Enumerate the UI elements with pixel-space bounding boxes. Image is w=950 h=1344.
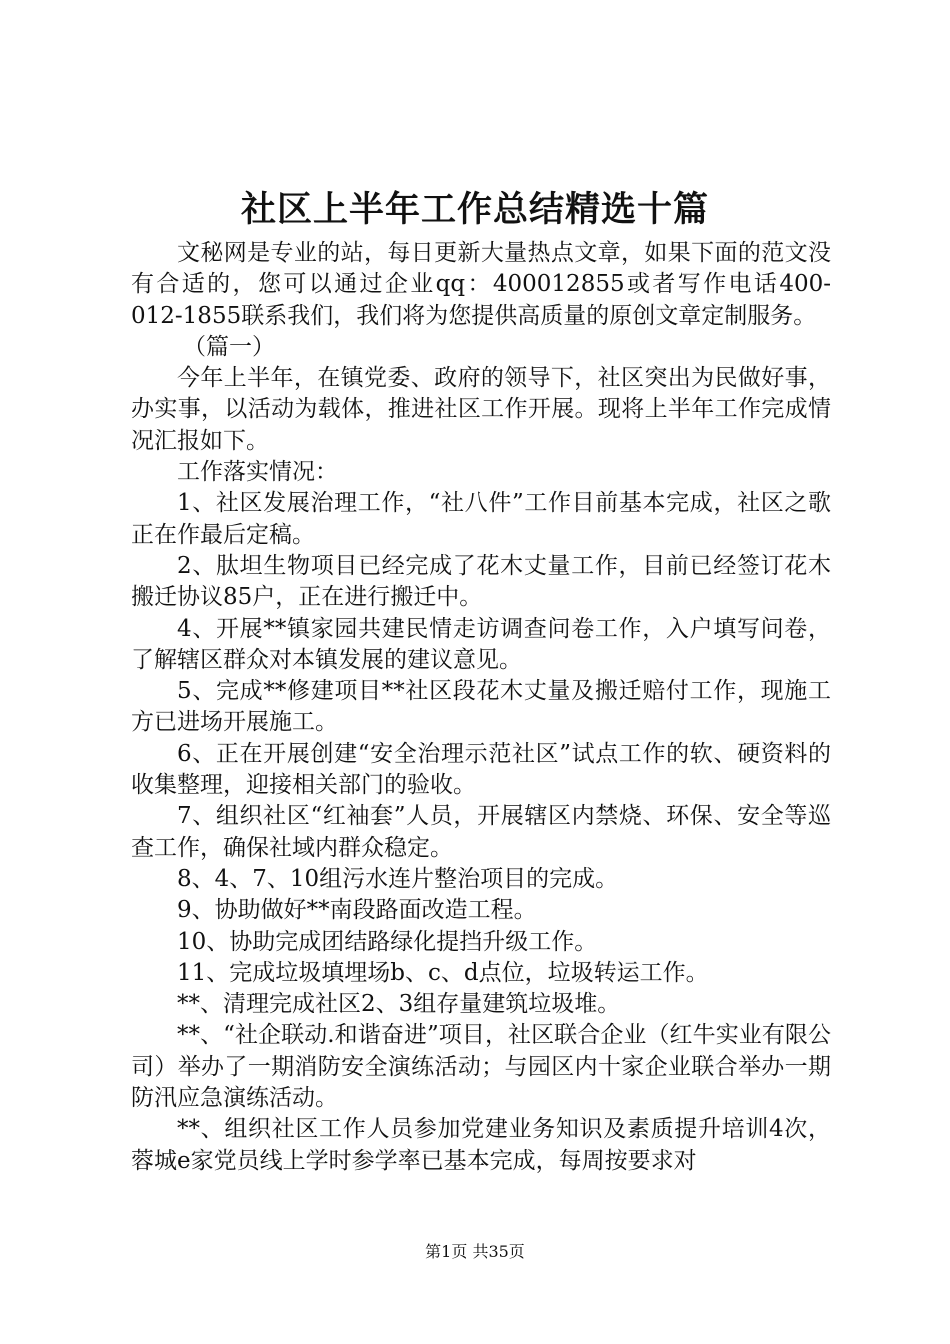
body-paragraph: 7、组织社区“红袖套”人员，开展辖区内禁烧、环保、安全等巡查工作，确保社域内群众稳定。 [131,803,831,861]
body-paragraph: 2、肽坦生物项目已经完成了花木丈量工作，目前已经签订花木搬迁协议85户，正在进行搬迁中。 [131,552,831,611]
section-label: （篇一） [183,333,275,360]
body-paragraph: 11、完成垃圾填埋场b、c、d点位，垃圾转运工作。 [177,959,709,986]
body-paragraph: **、“社企联动.和谐奋进”项目，社区联合企业（红牛实业有限公司）举办了一期消防安全演练活动；与园区内十家企业联合举办一期防汛应急演练活动。 [131,1022,831,1112]
body-paragraph: 工作落实情况： [177,459,338,486]
page-footer: 第1页 共35页 [425,1242,525,1261]
body-paragraph: 6、正在开展创建“安全治理示范社区”试点工作的软、硬资料的收集整理，迎接相关部门的验收。 [131,740,831,799]
intro-paragraph: 文秘网是专业的站，每日更新大量热点文章，如果下面的范文没有合适的，您可以通过企业qq：400012855或者写作电话400-012-1855联系我们，我们将为您提供高质量的原创文章定制服务。 [131,240,831,329]
body-paragraph: 10、协助完成团结路绿化提挡升级工作。 [177,928,598,955]
document-title: 社区上半年工作总结精选十篇 [240,189,709,230]
body-paragraph: **、组织社区工作人员参加党建业务知识及素质提升培训4次，蓉城e家党员线上学时参学率已基本完成，每周按要求对 [131,1116,831,1174]
body-paragraph: 9、协助做好**南段路面改造工程。 [177,897,537,924]
body-paragraph: 今年上半年，在镇党委、政府的领导下，社区突出为民做好事，办实事，以活动为载体，推进社区工作开展。现将上半年工作完成情况汇报如下。 [131,365,831,454]
body-paragraph: 5、完成**修建项目**社区段花木丈量及搬迁赔付工作，现施工方已进场开展施工。 [131,678,831,736]
body-paragraph: **、清理完成社区2、3组存量建筑垃圾堆。 [177,991,621,1018]
document-body [131,238,831,1177]
body-paragraph: 1、社区发展治理工作，“社八件”工作目前基本完成，社区之歌正在作最后定稿。 [131,490,831,548]
body-paragraph: 8、4、7、10组污水连片整治项目的完成。 [177,865,619,892]
body-paragraph: 4、开展**镇家园共建民情走访调查问卷工作，入户填写问卷，了解辖区群众对本镇发展的建议意见。 [131,615,831,673]
